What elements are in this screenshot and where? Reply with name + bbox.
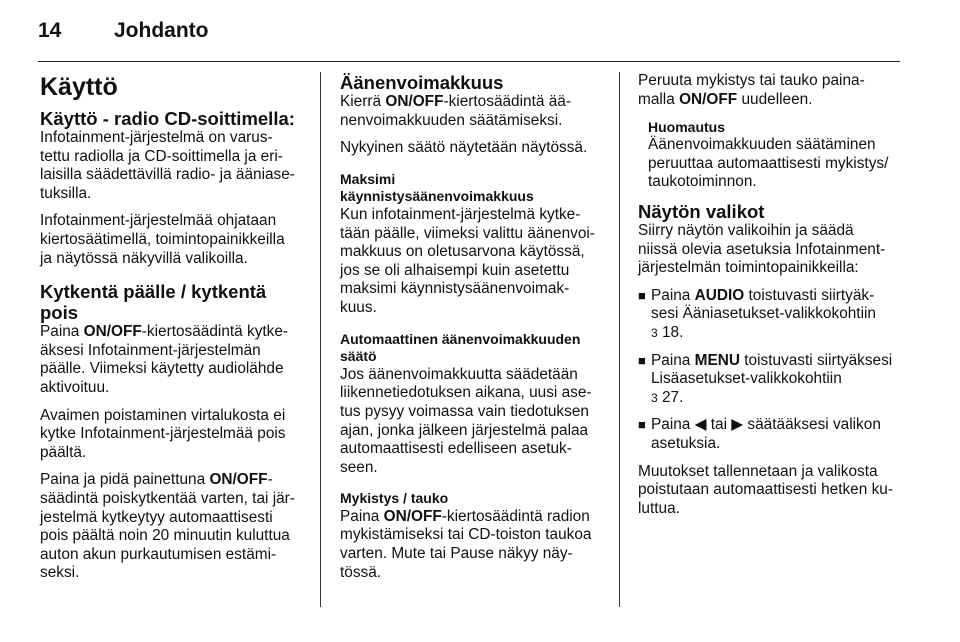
text-line: Siirry näytön valikoihin ja säädä: [638, 221, 854, 239]
header-title: Johdanto: [114, 19, 209, 42]
text-line: [651, 352, 902, 371]
paragraph: [40, 129, 308, 203]
text-line: automaattisesti edelliseen asetuk-: [340, 440, 572, 458]
page-title: Käyttö: [40, 73, 118, 101]
text-line: mykistämiseksi tai CD-toiston taukoa: [340, 526, 592, 544]
subsection-heading: [340, 171, 604, 206]
key-label: ON/OFF: [83, 323, 142, 341]
text-line: laisilla säädettävillä radio- ja ääniase-: [40, 166, 295, 184]
section-heading: Äänenvoimakkuus: [340, 72, 504, 93]
column-divider: [320, 72, 321, 607]
page-reference[interactable]: [651, 324, 902, 343]
section-heading: Käyttö - radio CD-soittimella:: [40, 108, 295, 129]
text-line: liikennetiedotuksen aikana, uusi ase-: [340, 384, 592, 402]
text-fragment: -kiertosäädintä ää-: [443, 93, 571, 110]
text-fragment: Kierrä: [340, 93, 386, 110]
text-line: auton akun purkautumisen estämi-: [40, 545, 277, 563]
column-2: [340, 72, 604, 591]
text-line: tössä.: [340, 563, 382, 581]
text-fragment: Paina: [651, 286, 695, 304]
text-fragment: säätääksesi valikon: [743, 416, 881, 434]
text-line: Maksimi: [340, 170, 396, 187]
text-line: Jos äänenvoimakkuutta säädetään: [340, 365, 578, 383]
list-item: [638, 287, 902, 343]
text-line: [651, 416, 902, 435]
text-line: Kun infotainment-järjestelmä kytke-: [340, 205, 581, 223]
key-label: MENU: [694, 351, 740, 369]
note-box: [648, 118, 902, 192]
text-line: Infotainment-järjestelmä on varus-: [40, 129, 273, 146]
subsection-heading: Mykistys / tauko: [340, 490, 449, 507]
list-item: [638, 416, 902, 453]
text-line: tus pysyy voimassa vain tiedotuksen: [340, 402, 589, 420]
text-line: ajan, jonka jälkeen järjestelmä palaa: [340, 421, 589, 439]
paragraph: [40, 323, 308, 397]
text-line: jos se oli alhaisempi kuin asetettu: [340, 261, 570, 279]
text-line: Äänenvoimakkuuden säätäminen: [648, 136, 876, 154]
subsection-heading: [340, 331, 604, 366]
text-fragment: toistuvasti siirtyäk-: [744, 286, 875, 304]
column-3: [638, 72, 902, 527]
text-fragment: Paina: [40, 323, 84, 341]
text-line: luttua.: [638, 499, 680, 517]
page-ref-number: 27.: [661, 388, 684, 406]
text-fragment: -: [267, 471, 273, 489]
text-line: Peruuta mykistys tai tauko paina-: [638, 72, 865, 89]
paragraph: [40, 407, 308, 463]
text-line: [340, 93, 604, 112]
text-line: kytke Infotainment-järjestelmää pois: [40, 425, 286, 443]
page-ref-icon: 3: [651, 325, 658, 340]
text-line: kiertosäätimellä, toimintopainikkeilla: [40, 230, 285, 248]
paragraph: [340, 139, 604, 158]
text-line: Automaattinen äänenvoimakkuuden: [340, 330, 581, 347]
text-line: ja näytössä näkyvillä valikoilla.: [40, 249, 248, 267]
text-line: Lisäasetukset-valikkokohtiin: [651, 370, 842, 388]
key-label: ON/OFF: [385, 93, 444, 110]
text-fragment: Paina: [651, 351, 695, 369]
text-fragment: -kiertosäädintä radion: [441, 507, 590, 525]
text-fragment: Paina: [651, 416, 695, 434]
text-line: Nykyinen säätö näytetään näytössä.: [340, 139, 588, 157]
paragraph: [340, 206, 604, 318]
text-fragment: -kiertosäädintä kytke-: [141, 323, 289, 341]
text-line: päältä.: [40, 443, 87, 461]
text-fragment: malla: [638, 90, 680, 108]
key-label: ON/OFF: [383, 507, 442, 525]
text-line: seksi.: [40, 564, 80, 582]
text-line: pois päältä noin 20 minuutin kuluttua: [40, 527, 290, 545]
paragraph: [340, 508, 604, 582]
key-label: ON/OFF: [209, 471, 268, 489]
page-number: 14: [38, 19, 62, 42]
key-label: AUDIO: [694, 286, 745, 304]
text-line: tuksilla.: [40, 184, 92, 202]
arrow-left-icon: ◀: [694, 416, 707, 434]
text-line: peruuttaa automaattisesti mykistys/: [648, 154, 889, 172]
text-line: Muutokset tallennetaan ja valikosta: [638, 462, 878, 480]
text-fragment: Paina: [340, 507, 384, 525]
text-line: sesi Ääniasetukset-valikkokohtiin: [651, 305, 876, 323]
text-line: säätö: [340, 348, 377, 365]
text-line: taukotoiminnon.: [648, 173, 757, 191]
page-reference[interactable]: [651, 389, 902, 408]
section-heading: Näytön valikot: [638, 200, 765, 222]
text-line: Infotainment-järjestelmää ohjataan: [40, 212, 277, 230]
text-line: tettu radiolla ja CD-soittimella ja eri-: [40, 147, 283, 165]
text-line: [40, 471, 308, 490]
text-fragment: Paina ja pidä painettuna: [40, 471, 210, 489]
column-1: [40, 72, 308, 592]
text-line: päälle. Viimeksi käytetty audiolähde: [40, 360, 284, 378]
text-line: järjestelmän toimintopainikkeilla:: [638, 259, 859, 277]
text-line: [40, 323, 308, 342]
text-line: jestelmä kytkeytyy automaattisesti: [40, 508, 273, 526]
text-line: [651, 287, 902, 306]
text-line: kuus.: [340, 298, 377, 316]
page-ref-number: 18.: [661, 323, 684, 341]
text-fragment: uudelleen.: [737, 90, 813, 108]
text-line: tään päälle, viimeksi valittu äänenvoi-: [340, 224, 595, 242]
text-line: makkuus on oletusarvona käytössä,: [340, 243, 585, 261]
text-line: varten. Mute tai Pause näkyy näy-: [340, 545, 573, 563]
text-line: niissä olevia asetuksia Infotainment-: [638, 240, 886, 258]
text-line: poistutaan automaattisesti hetken ku-: [638, 481, 893, 499]
text-fragment: tai: [706, 416, 732, 434]
text-line: aktivoituu.: [40, 378, 110, 396]
list-item: [638, 352, 902, 408]
text-fragment: toistuvasti siirtyäksesi: [739, 351, 893, 369]
page-ref-icon: 3: [651, 390, 658, 405]
paragraph: [638, 72, 902, 109]
text-line: [340, 508, 604, 527]
square-bullet-icon: ■: [638, 417, 646, 433]
paragraph: [40, 471, 308, 583]
square-bullet-icon: ■: [638, 287, 646, 303]
key-label: ON/OFF: [679, 90, 738, 108]
paragraph: [638, 463, 902, 519]
text-line: [638, 91, 902, 110]
text-line: nenvoimakkuuden säätämiseksi.: [340, 111, 563, 129]
arrow-right-icon: ▶: [731, 416, 744, 434]
note-title: Huomautus: [648, 119, 725, 136]
square-bullet-icon: ■: [638, 352, 646, 368]
text-line: Avaimen poistaminen virtalukosta ei: [40, 406, 286, 424]
text-line: asetuksia.: [651, 434, 721, 452]
paragraph: [340, 93, 604, 130]
text-line: säädintä poiskytkentää varten, tai jär-: [40, 489, 295, 507]
paragraph: [40, 212, 308, 268]
text-line: äksesi Infotainment-järjestelmän: [40, 341, 261, 359]
paragraph: [638, 222, 902, 278]
text-line: seen.: [340, 458, 378, 476]
text-line: käynnistysäänenvoimakkuus: [340, 188, 534, 205]
section-heading: Kytkentä päälle / kytkentä pois: [40, 281, 267, 324]
text-line: maksimi käynnistysäänenvoimak-: [340, 280, 570, 298]
paragraph: [340, 366, 604, 478]
column-divider: [619, 72, 620, 607]
header-rule: [38, 61, 900, 62]
